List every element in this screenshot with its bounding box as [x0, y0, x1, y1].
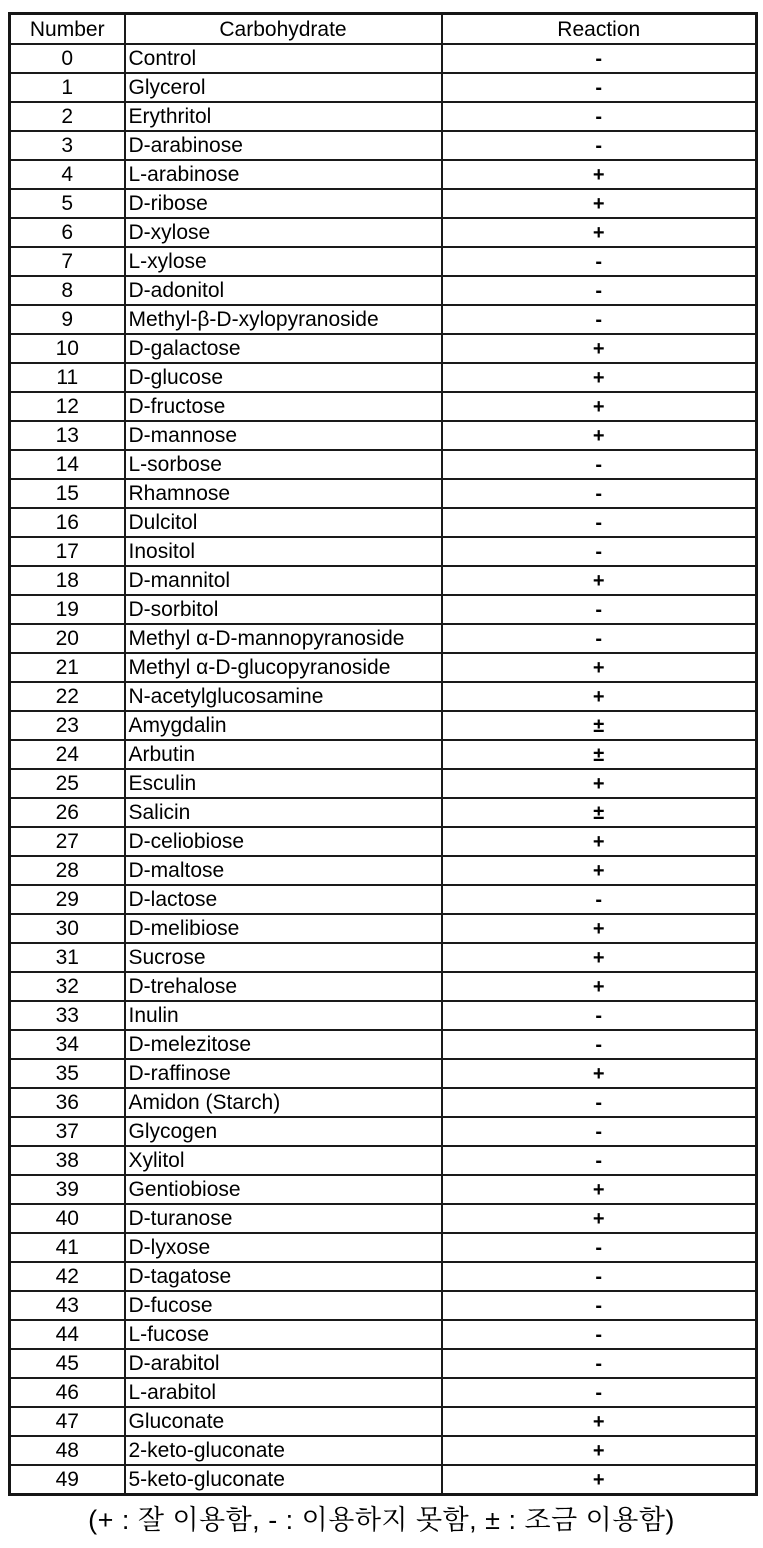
cell-number: 27	[10, 827, 125, 856]
table-row	[10, 392, 757, 421]
table-row	[10, 44, 757, 73]
cell-number: 37	[10, 1117, 125, 1146]
cell-carbohydrate: L-sorbose	[125, 450, 442, 479]
table-row	[10, 131, 757, 160]
cell-reaction: -	[442, 1233, 757, 1262]
cell-number: 30	[10, 914, 125, 943]
header-row	[10, 14, 757, 45]
cell-number: 22	[10, 682, 125, 711]
cell-number: 5	[10, 189, 125, 218]
cell-reaction: -	[442, 595, 757, 624]
table-row	[10, 1262, 757, 1291]
cell-carbohydrate: Inositol	[125, 537, 442, 566]
cell-carbohydrate: D-tagatose	[125, 1262, 442, 1291]
cell-number: 0	[10, 44, 125, 73]
cell-carbohydrate: Gentiobiose	[125, 1175, 442, 1204]
cell-number: 35	[10, 1059, 125, 1088]
cell-carbohydrate: Dulcitol	[125, 508, 442, 537]
cell-number: 14	[10, 450, 125, 479]
cell-number: 49	[10, 1465, 125, 1495]
cell-carbohydrate: L-xylose	[125, 247, 442, 276]
cell-number: 28	[10, 856, 125, 885]
cell-reaction: -	[442, 537, 757, 566]
cell-number: 12	[10, 392, 125, 421]
table-row	[10, 334, 757, 363]
cell-reaction: -	[442, 44, 757, 73]
cell-carbohydrate: D-maltose	[125, 856, 442, 885]
cell-number: 31	[10, 943, 125, 972]
table-row	[10, 1030, 757, 1059]
table-row	[10, 189, 757, 218]
cell-reaction: +	[442, 392, 757, 421]
table-row	[10, 1001, 757, 1030]
cell-carbohydrate: Esculin	[125, 769, 442, 798]
cell-reaction: ±	[442, 711, 757, 740]
cell-number: 47	[10, 1407, 125, 1436]
cell-reaction: -	[442, 1262, 757, 1291]
cell-carbohydrate: Sucrose	[125, 943, 442, 972]
cell-reaction: +	[442, 160, 757, 189]
cell-number: 24	[10, 740, 125, 769]
cell-number: 9	[10, 305, 125, 334]
table-row	[10, 711, 757, 740]
cell-carbohydrate: Salicin	[125, 798, 442, 827]
cell-carbohydrate: Glycogen	[125, 1117, 442, 1146]
table-row	[10, 769, 757, 798]
cell-carbohydrate: D-celiobiose	[125, 827, 442, 856]
cell-number: 23	[10, 711, 125, 740]
table-row	[10, 1233, 757, 1262]
cell-reaction: -	[442, 1349, 757, 1378]
cell-number: 48	[10, 1436, 125, 1465]
cell-reaction: +	[442, 1204, 757, 1233]
cell-number: 26	[10, 798, 125, 827]
cell-reaction: +	[442, 566, 757, 595]
table-row	[10, 160, 757, 189]
cell-carbohydrate: Amygdalin	[125, 711, 442, 740]
column-header-number: Number	[10, 14, 125, 45]
column-header-carbohydrate: Carbohydrate	[125, 14, 442, 45]
cell-reaction: +	[442, 1175, 757, 1204]
cell-number: 25	[10, 769, 125, 798]
cell-number: 29	[10, 885, 125, 914]
cell-number: 10	[10, 334, 125, 363]
cell-reaction: +	[442, 827, 757, 856]
cell-carbohydrate: Rhamnose	[125, 479, 442, 508]
cell-carbohydrate: L-arabitol	[125, 1378, 442, 1407]
table-row	[10, 363, 757, 392]
table-row	[10, 1436, 757, 1465]
carbohydrate-table-container	[8, 12, 758, 1496]
cell-carbohydrate: D-glucose	[125, 363, 442, 392]
cell-number: 18	[10, 566, 125, 595]
table-row	[10, 1088, 757, 1117]
cell-reaction: +	[442, 218, 757, 247]
cell-reaction: -	[442, 479, 757, 508]
cell-number: 19	[10, 595, 125, 624]
cell-reaction: +	[442, 1059, 757, 1088]
table-row	[10, 218, 757, 247]
cell-carbohydrate: D-arabitol	[125, 1349, 442, 1378]
cell-number: 11	[10, 363, 125, 392]
table-row	[10, 305, 757, 334]
cell-number: 44	[10, 1320, 125, 1349]
cell-number: 34	[10, 1030, 125, 1059]
table-row	[10, 1146, 757, 1175]
table-row	[10, 1291, 757, 1320]
cell-carbohydrate: Arbutin	[125, 740, 442, 769]
cell-number: 15	[10, 479, 125, 508]
table-row	[10, 624, 757, 653]
cell-carbohydrate: 5-keto-gluconate	[125, 1465, 442, 1495]
table-body	[10, 44, 757, 1495]
cell-reaction: -	[442, 450, 757, 479]
cell-carbohydrate: D-raffinose	[125, 1059, 442, 1088]
cell-reaction: -	[442, 1030, 757, 1059]
table-row	[10, 566, 757, 595]
cell-carbohydrate: Methyl α-D-glucopyranoside	[125, 653, 442, 682]
table-row	[10, 885, 757, 914]
cell-number: 3	[10, 131, 125, 160]
table-row	[10, 421, 757, 450]
cell-reaction: -	[442, 885, 757, 914]
cell-number: 6	[10, 218, 125, 247]
cell-number: 8	[10, 276, 125, 305]
cell-carbohydrate: D-ribose	[125, 189, 442, 218]
carbohydrate-reaction-table	[8, 12, 758, 1496]
cell-carbohydrate: D-melibiose	[125, 914, 442, 943]
cell-number: 42	[10, 1262, 125, 1291]
table-row	[10, 595, 757, 624]
cell-reaction: +	[442, 943, 757, 972]
cell-number: 41	[10, 1233, 125, 1262]
cell-reaction: +	[442, 914, 757, 943]
cell-carbohydrate: Gluconate	[125, 1407, 442, 1436]
cell-reaction: ±	[442, 798, 757, 827]
cell-carbohydrate: D-mannose	[125, 421, 442, 450]
cell-number: 32	[10, 972, 125, 1001]
table-row	[10, 102, 757, 131]
cell-carbohydrate: D-fucose	[125, 1291, 442, 1320]
cell-reaction: -	[442, 1088, 757, 1117]
cell-carbohydrate: D-xylose	[125, 218, 442, 247]
table-row	[10, 1320, 757, 1349]
table-row	[10, 1059, 757, 1088]
cell-number: 21	[10, 653, 125, 682]
cell-reaction: -	[442, 1001, 757, 1030]
table-row	[10, 740, 757, 769]
cell-number: 7	[10, 247, 125, 276]
cell-carbohydrate: 2-keto-gluconate	[125, 1436, 442, 1465]
cell-carbohydrate: D-melezitose	[125, 1030, 442, 1059]
cell-reaction: -	[442, 102, 757, 131]
cell-number: 36	[10, 1088, 125, 1117]
cell-number: 16	[10, 508, 125, 537]
cell-reaction: -	[442, 276, 757, 305]
cell-reaction: +	[442, 653, 757, 682]
cell-reaction: -	[442, 247, 757, 276]
cell-carbohydrate: Methyl-β-D-xylopyranoside	[125, 305, 442, 334]
cell-number: 13	[10, 421, 125, 450]
cell-carbohydrate: Xylitol	[125, 1146, 442, 1175]
cell-reaction: +	[442, 682, 757, 711]
cell-number: 40	[10, 1204, 125, 1233]
cell-reaction: +	[442, 972, 757, 1001]
cell-reaction: -	[442, 1146, 757, 1175]
table-header	[10, 14, 757, 45]
cell-carbohydrate: Methyl α-D-mannopyranoside	[125, 624, 442, 653]
table-row	[10, 1465, 757, 1495]
cell-reaction: +	[442, 334, 757, 363]
cell-number: 45	[10, 1349, 125, 1378]
cell-reaction: +	[442, 856, 757, 885]
cell-carbohydrate: D-trehalose	[125, 972, 442, 1001]
cell-carbohydrate: D-sorbitol	[125, 595, 442, 624]
cell-reaction: -	[442, 624, 757, 653]
table-row	[10, 1117, 757, 1146]
cell-number: 1	[10, 73, 125, 102]
cell-reaction: -	[442, 1291, 757, 1320]
cell-reaction: +	[442, 1407, 757, 1436]
cell-reaction: +	[442, 189, 757, 218]
table-row	[10, 508, 757, 537]
cell-number: 20	[10, 624, 125, 653]
cell-carbohydrate: D-adonitol	[125, 276, 442, 305]
cell-carbohydrate: D-turanose	[125, 1204, 442, 1233]
table-row	[10, 914, 757, 943]
legend-footnote: (+ : 잘 이용함, - : 이용하지 못함, ± : 조금 이용함)	[88, 1505, 675, 1535]
table-row	[10, 1378, 757, 1407]
table-row	[10, 1407, 757, 1436]
cell-carbohydrate: D-lyxose	[125, 1233, 442, 1262]
cell-number: 4	[10, 160, 125, 189]
cell-number: 39	[10, 1175, 125, 1204]
table-row	[10, 450, 757, 479]
cell-reaction: -	[442, 1117, 757, 1146]
cell-reaction: +	[442, 1436, 757, 1465]
table-row	[10, 537, 757, 566]
cell-carbohydrate: Glycerol	[125, 73, 442, 102]
cell-reaction: +	[442, 421, 757, 450]
table-row	[10, 943, 757, 972]
cell-reaction: -	[442, 131, 757, 160]
table-row	[10, 798, 757, 827]
cell-carbohydrate: L-fucose	[125, 1320, 442, 1349]
cell-reaction: -	[442, 1320, 757, 1349]
cell-carbohydrate: L-arabinose	[125, 160, 442, 189]
table-row	[10, 972, 757, 1001]
table-row	[10, 1204, 757, 1233]
cell-number: 17	[10, 537, 125, 566]
table-row	[10, 247, 757, 276]
cell-number: 38	[10, 1146, 125, 1175]
cell-reaction: -	[442, 73, 757, 102]
column-header-reaction: Reaction	[442, 14, 757, 45]
cell-number: 43	[10, 1291, 125, 1320]
cell-reaction: -	[442, 1378, 757, 1407]
table-row	[10, 73, 757, 102]
cell-number: 2	[10, 102, 125, 131]
cell-carbohydrate: D-lactose	[125, 885, 442, 914]
cell-number: 33	[10, 1001, 125, 1030]
table-row	[10, 827, 757, 856]
cell-carbohydrate: N-acetylglucosamine	[125, 682, 442, 711]
table-row	[10, 1175, 757, 1204]
cell-carbohydrate: D-fructose	[125, 392, 442, 421]
cell-reaction: -	[442, 508, 757, 537]
cell-reaction: +	[442, 363, 757, 392]
table-row	[10, 653, 757, 682]
cell-number: 46	[10, 1378, 125, 1407]
cell-reaction: +	[442, 769, 757, 798]
cell-carbohydrate: D-mannitol	[125, 566, 442, 595]
cell-carbohydrate: Control	[125, 44, 442, 73]
cell-reaction: +	[442, 1465, 757, 1495]
cell-carbohydrate: D-arabinose	[125, 131, 442, 160]
table-row	[10, 276, 757, 305]
table-row	[10, 682, 757, 711]
cell-reaction: -	[442, 305, 757, 334]
table-row	[10, 1349, 757, 1378]
table-row	[10, 856, 757, 885]
cell-carbohydrate: Amidon (Starch)	[125, 1088, 442, 1117]
cell-carbohydrate: D-galactose	[125, 334, 442, 363]
cell-reaction: ±	[442, 740, 757, 769]
cell-carbohydrate: Inulin	[125, 1001, 442, 1030]
table-row	[10, 479, 757, 508]
cell-carbohydrate: Erythritol	[125, 102, 442, 131]
